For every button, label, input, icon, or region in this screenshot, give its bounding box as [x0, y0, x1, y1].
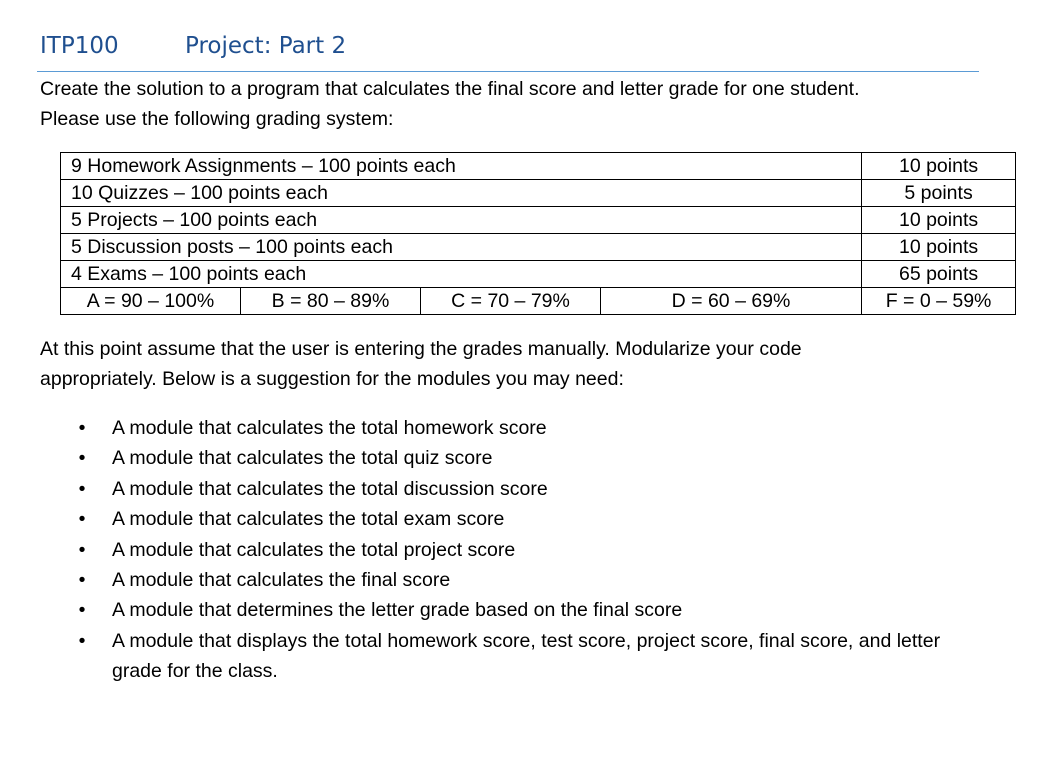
- table-cell-item: 9 Homework Assignments – 100 points each: [61, 153, 862, 180]
- list-item-text: A module that displays the total homework score, test score, project score, final score, and letter grade for the class.: [112, 629, 941, 683]
- table-cell-weight: 10 points: [862, 207, 1016, 234]
- list-item-text: A module that calculates the total discussion score: [112, 477, 548, 500]
- document-title: Project: Part 2: [185, 33, 347, 59]
- list-item-text: A module that calculates the total project score: [112, 538, 516, 561]
- list-item-text: A module that calculates the total quiz score: [112, 447, 493, 470]
- document-header: [40, 30, 346, 62]
- grade-c-cell: C = 70 – 79%: [421, 288, 601, 315]
- grade-scale-row: [61, 288, 1016, 315]
- list-item: [0, 535, 972, 565]
- table-cell-weight: 5 points: [862, 180, 1016, 207]
- instructions-line-2: appropriately. Below is a suggestion for the modules you may need:: [40, 368, 624, 390]
- table-row: [61, 261, 1016, 288]
- bullet-icon: •: [78, 508, 86, 531]
- table-row: [61, 153, 1016, 180]
- table-cell-weight: 65 points: [862, 261, 1016, 288]
- list-item-text: A module that determines the letter grade based on the final score: [112, 599, 683, 622]
- bullet-icon: •: [78, 447, 86, 470]
- grading-table: [60, 152, 1016, 315]
- table-cell-weight: 10 points: [862, 234, 1016, 261]
- table-row: [61, 180, 1016, 207]
- instructions-paragraph: [40, 334, 1040, 394]
- table-row: [61, 234, 1016, 261]
- list-item: [0, 626, 972, 687]
- table-row: [61, 207, 1016, 234]
- list-item: [0, 413, 972, 443]
- bullet-icon: •: [78, 599, 86, 622]
- intro-line-2: Please use the following grading system:: [40, 108, 394, 130]
- list-item: [0, 474, 972, 504]
- list-item: [0, 565, 972, 595]
- bullet-icon: •: [78, 629, 86, 652]
- header-rule: [37, 71, 979, 72]
- table-cell-weight: 10 points: [862, 153, 1016, 180]
- list-item: [0, 504, 972, 534]
- table-cell-item: 5 Discussion posts – 100 points each: [61, 234, 862, 261]
- instructions-line-1: At this point assume that the user is entering the grades manually. Modularize your code: [40, 338, 802, 360]
- course-code: ITP100: [40, 33, 119, 59]
- list-item-text: A module that calculates the total exam score: [112, 508, 505, 531]
- grade-d-cell: D = 60 – 69%: [601, 288, 862, 315]
- table-cell-item: 4 Exams – 100 points each: [61, 261, 862, 288]
- list-item-text: A module that calculates the final score: [112, 569, 451, 592]
- bullet-icon: •: [78, 569, 86, 592]
- intro-paragraph: [40, 74, 1040, 134]
- bullet-icon: •: [78, 417, 86, 439]
- module-list: [0, 413, 1000, 687]
- bullet-icon: •: [78, 477, 86, 500]
- grade-a-cell: A = 90 – 100%: [61, 288, 241, 315]
- list-item: [0, 443, 972, 473]
- grade-b-cell: B = 80 – 89%: [241, 288, 421, 315]
- grade-f-cell: F = 0 – 59%: [862, 288, 1016, 315]
- list-item: [0, 595, 972, 625]
- intro-line-1: Create the solution to a program that calculates the final score and letter grade for one student.: [40, 78, 860, 100]
- table-cell-item: 5 Projects – 100 points each: [61, 207, 862, 234]
- bullet-icon: •: [78, 538, 86, 561]
- list-item-text: A module that calculates the total homework score: [112, 417, 547, 439]
- table-cell-item: 10 Quizzes – 100 points each: [61, 180, 862, 207]
